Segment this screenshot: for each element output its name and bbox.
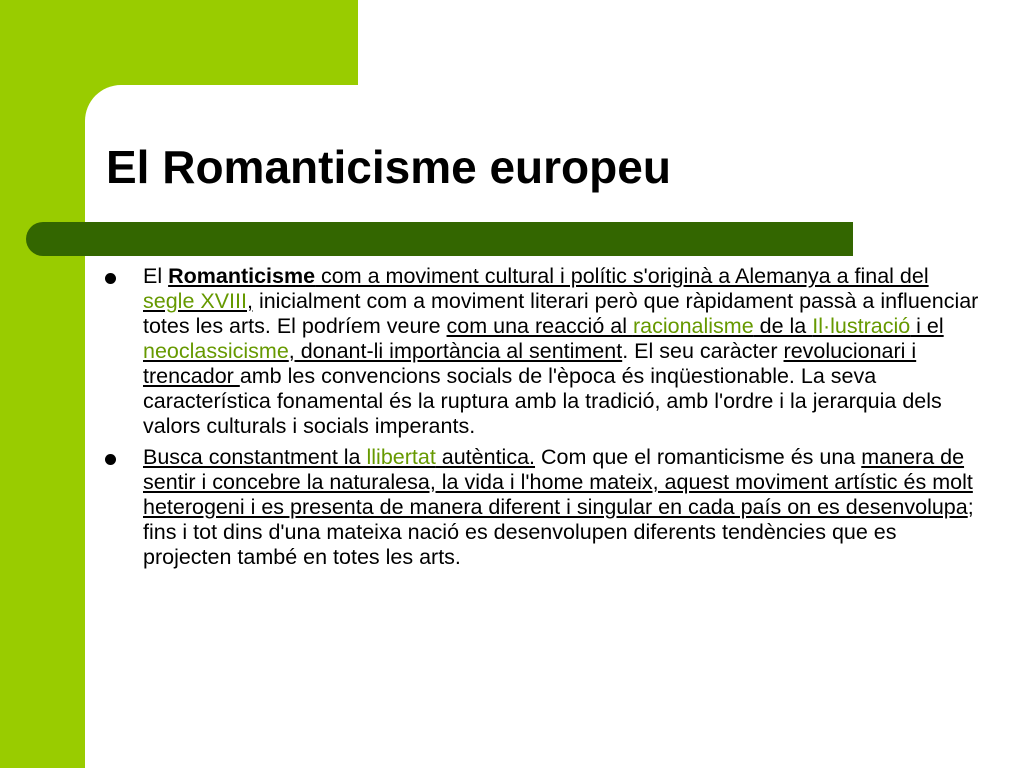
slide-body xyxy=(100,264,980,576)
bullet-item xyxy=(100,445,980,570)
bullet-dot-icon xyxy=(105,273,116,284)
background-top-right xyxy=(358,0,1024,86)
text-run-underlined: i el xyxy=(910,314,944,338)
text-run-underlined: , donant-li importància al sentiment xyxy=(288,339,623,363)
term-romanticisme: Romanticisme xyxy=(168,264,316,288)
bullet-dot-icon xyxy=(105,454,116,465)
text-run-underlined: de la xyxy=(753,314,813,338)
text-run: . El seu caràcter xyxy=(622,339,784,363)
text-run: ; fins i tot dins d'una mateixa nació es desenvolupen diferents tendències que es projecten també en totes les arts. xyxy=(143,495,974,569)
title-divider-bar xyxy=(26,222,853,256)
link-neoclassicisme[interactable]: neoclassicisme xyxy=(143,339,289,363)
text-run-underlined: revolucionari i trencador xyxy=(143,339,917,388)
bullet-item xyxy=(100,264,980,439)
text-run-underlined: manera de sentir i concebre la naturalesa, la vida i l'home mateix, aquest moviment artístic és molt heterogeni i es presenta de manera diferent i singular en cada país on es desenvolupa xyxy=(143,445,973,519)
text-run-underlined: Busca constantment la xyxy=(143,445,367,469)
text-run: inicialment com a moviment literari però que ràpidament passà a influenciar totes les arts. El podríem veure xyxy=(143,289,979,338)
text-run-underlined: , xyxy=(246,289,253,313)
link-illustracio[interactable]: Il·lustració xyxy=(812,314,911,338)
link-racionalisme[interactable]: racionalisme xyxy=(632,314,754,338)
text-run: Com que el romanticisme és una xyxy=(535,445,862,469)
link-llibertat[interactable]: llibertat xyxy=(366,445,436,469)
text-run: amb les convencions socials de l'època és inqüestionable. La seva característica fonamental és la ruptura amb la tradició, amb l'ordre i la jerarquia dels valors culturals i socials imperants. xyxy=(143,364,942,438)
text-run: El xyxy=(143,264,169,288)
link-segle-xviii[interactable]: segle XVIII xyxy=(143,289,247,313)
text-run-underlined: com una reacció al xyxy=(446,314,633,338)
text-run-underlined: autèntica. xyxy=(435,445,536,469)
slide-title: El Romanticisme europeu xyxy=(106,141,671,193)
text-run-underlined: com a moviment cultural i polític s'originà a Alemanya a final del xyxy=(315,264,929,288)
